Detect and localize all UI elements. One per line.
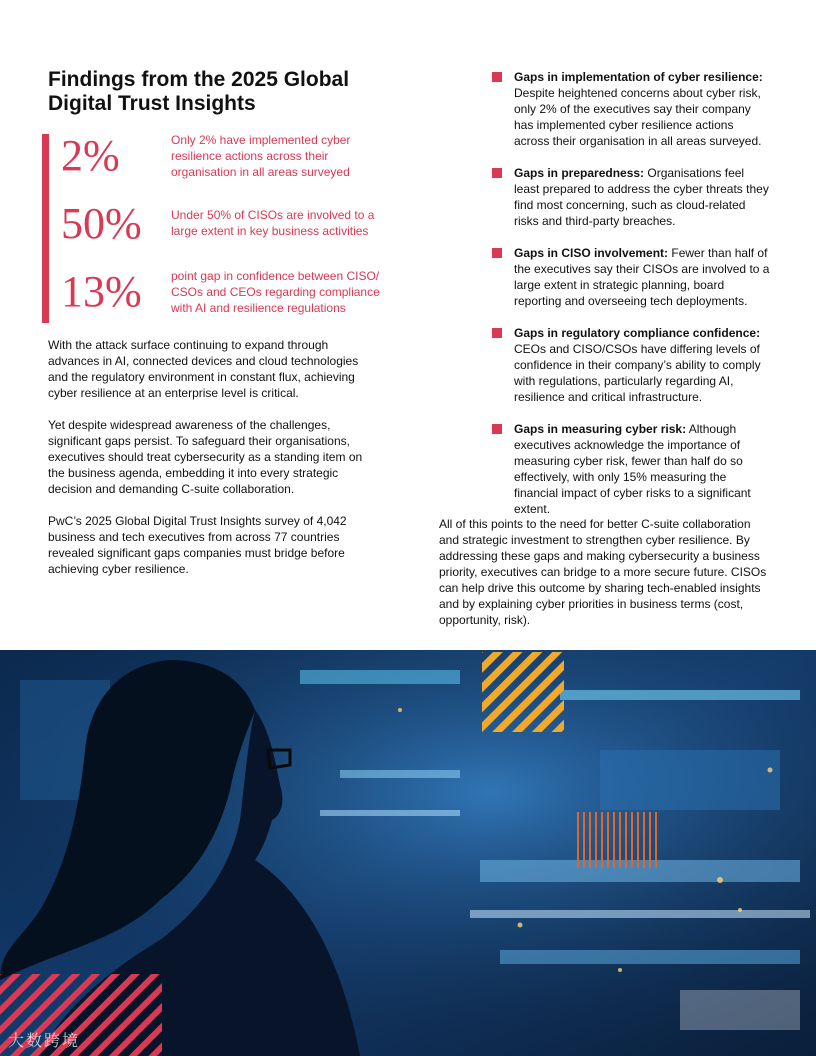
square-bullet-icon [492,248,502,258]
closing-paragraph: All of this points to the need for better C-suite collaboration and strategic investment to strengthen cyber resilience. By addressing these gaps and making cybersecurity a business priority, executives can bridge to a more secure future. CISOs can help drive this outcome by sharing tech-enabled insights and by explaining cyber priorities in business terms (cost, opportunity, risk). [439,517,767,627]
stats-accent-bar [42,134,49,323]
gap-heading: Gaps in preparedness: [514,166,645,180]
gap-text: Fewer than half of the executives say their CISOs are involved to a large extent in strategic planning, board reporting and overseeing tech deployments. [514,246,770,308]
gap-item-preparedness [492,165,770,229]
gap-heading: Gaps in measuring cyber risk: [514,422,687,436]
stat-text-3: point gap in confidence between CISO/ CSOs and CEOs regarding compliance with AI and resilience regulations [171,269,380,315]
gap-text: Organisations feel least prepared to address the cyber threats they find most concerning, such as cloud-related risks and third-party breaches. [514,166,769,228]
square-bullet-icon [492,72,502,82]
gap-item-ciso-involvement [492,245,770,309]
watermark-text: 大数跨境 [8,1033,81,1050]
intro-paragraph-1: With the attack surface continuing to expand through advances in AI, connected devices and cloud technologies and the regulatory environment in constant flux, achieving cyber resilience at an enterprise level is critical. [48,338,359,400]
stat-value-1: 2% [61,131,120,180]
gap-text: CEOs and CISO/CSOs have differing levels of confidence in their company’s ability to comply with regulations, particularly regarding AI, resilience and critical infrastructure. [514,342,761,404]
stat-text-1: Only 2% have implemented cyber resilience actions across their organisation in all areas surveyed [171,133,351,179]
stat-value-3: 13% [61,267,142,316]
gap-item-measuring-cyber-risk [492,421,770,517]
gap-item-regulatory-compliance [492,325,770,405]
gap-text: Although executives acknowledge the importance of measuring cyber risk, fewer than half do so effectively, with only 15% measuring the financial impact of cyber risks to a significant extent. [514,422,751,516]
gap-heading: Gaps in CISO involvement: [514,246,669,260]
intro-paragraph-2: Yet despite widespread awareness of the challenges, significant gaps persist. To safeguard their organisations, executives should treat cybersecurity as a standing item on the business agenda, embedding it into every strategic decision and demanding C-suite collaboration. [48,418,363,496]
square-bullet-icon [492,328,502,338]
square-bullet-icon [492,168,502,178]
hero-photo-illustration [0,650,816,1056]
page-title: Findings from the 2025 Global Digital Trust Insights [48,68,350,115]
gap-heading: Gaps in implementation of cyber resilience: [514,70,763,84]
stat-text-2: Under 50% of CISOs are involved to a large extent in key business activities [171,208,375,238]
gap-heading: Gaps in regulatory compliance confidence: [514,326,761,340]
square-bullet-icon [492,424,502,434]
hero-photo [0,650,816,1056]
stat-value-2: 50% [61,199,142,248]
intro-paragraph-3: PwC’s 2025 Global Digital Trust Insights survey of 4,042 business and tech executives from across 77 countries revealed significant gaps companies must bridge before achieving cyber resilience. [48,514,347,576]
gap-text: Despite heightened concerns about cyber risk, only 2% of the executives say their company has implemented cyber resilience actions across their organisation in all areas surveyed. [514,86,762,148]
gap-item-implementation [492,69,770,149]
yellow-stripes-decoration [482,652,564,732]
